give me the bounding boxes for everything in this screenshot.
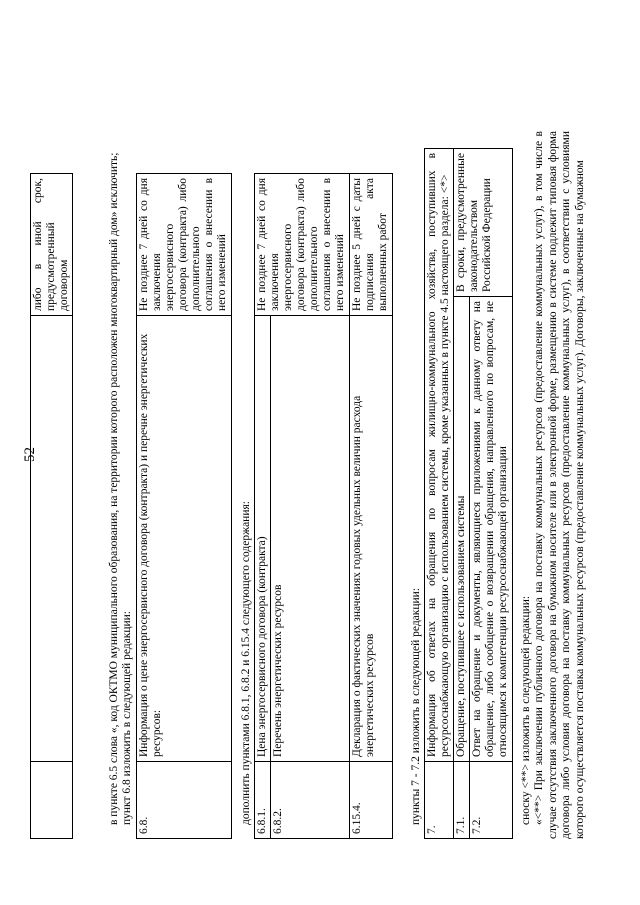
footnote-text: «<**> При заключении публичного договора на поставку коммунальных ресурсов (предоставление коммунальных услуг), в том числе в случае отсутствия заключенного договора на бумажном носителе или в электронной форме, размещению в системе подлежит типовая форма договора либо условия договора на поставку коммунальных ресурсов (предоставление коммунальных услуг), в соответствии с условиями которого осуществляется поставка коммунальных ресурсов (предоставление коммунальных услуг). Договоры, заключенные на бумажном: [533, 131, 586, 839]
cell-num-empty: [31, 762, 73, 839]
cell-num: 6.8.1.: [255, 762, 271, 839]
table-row: [454, 149, 470, 839]
row-7-2-text: Ответ на обращение и документы, являющиеся приложениями к данному ответу на обращение, либо сообщение о возвращении обращения, направленного по вопросам, не относящимся к компетенции ресурсоснабжающей организации: [471, 301, 509, 757]
cell-text: Цена энергосервисного договора (контракта): [255, 316, 271, 762]
table-7: [424, 148, 513, 839]
cell-text: Перечень энергетических ресурсов: [271, 316, 350, 762]
table-row: [425, 149, 454, 839]
cell-num: 6.15.4.: [350, 762, 393, 839]
cell-text: [425, 149, 454, 762]
cell-text: Декларация о фактических значениях годовых удельных величин расхода энергетических ресурсов: [350, 316, 393, 762]
paragraph-add-points: дополнить пунктами 6.8.1, 6.8.2 и 6.15.4 следующего содержания:: [240, 501, 252, 825]
table-row: [255, 174, 271, 839]
deadline-text: В сроки, предусмотренные законодательством Российской Федерации: [455, 153, 493, 293]
cell-deadline: [454, 149, 513, 297]
cell-text-empty: [31, 316, 73, 762]
row-7-text: Информация об ответах на обращения по вопросам жилищно-коммунального хозяйства, поступивших в ресурсоснабжающую организацию с использованием системы, кроме указанных в пункте 4.5 настоящего раздела: <*>: [426, 153, 451, 757]
deadline-text: Не позднее 5 дней с даты подписания акта выполненных работ: [351, 178, 389, 311]
footnote-intro: сноску <**> изложить в следующей редакции:: [520, 595, 532, 825]
cell-num: 7.: [425, 762, 454, 839]
paragraph-6-5: в пункте 6.5 слова «, код ОКТМО муниципального образования, на территории которого расположен многоквартирный дом» исключить;: [108, 152, 120, 825]
cell-text: Обращение, поступившее с использованием системы: [454, 297, 470, 762]
cell-text: [470, 297, 513, 762]
cell-deadline: [255, 174, 350, 316]
cell-num: 7.1.: [454, 762, 470, 839]
cell-deadline: [31, 174, 73, 316]
cell-num: 6.8.: [137, 762, 232, 839]
deadline-text: Не позднее 7 дней со дня заключения энергосервисного договора (контракта) либо дополнительного соглашения о внесении в него изменений: [138, 178, 228, 311]
table-row: [350, 174, 393, 839]
page-number: 52: [22, 447, 38, 462]
paragraph-7: пункты 7 - 7.2 изложить в следующей редакции:: [410, 587, 422, 825]
paragraph-6-8-intro: пункт 6.8 изложить в следующей редакции:: [121, 611, 133, 825]
cell-deadline: [137, 174, 232, 316]
table-row: [31, 174, 73, 839]
deadline-text: либо в иной срок, предусмотренный договором: [32, 178, 70, 311]
cell-text: Информация о цене энергосервисного договора (контракта) и перечне энергетических ресурсов:: [137, 316, 232, 762]
table-6-8: [136, 173, 232, 839]
table-row: [137, 174, 232, 839]
table-add-points: [254, 173, 393, 839]
deadline-text: Не позднее 7 дней со дня заключения энергосервисного договора (контракта) либо дополнительного соглашения о внесении в него изменений: [256, 178, 346, 311]
cell-deadline: [350, 174, 393, 316]
cell-num: 6.8.2.: [271, 762, 350, 839]
table-top-row: [30, 173, 73, 839]
cell-num: 7.2.: [470, 762, 513, 839]
